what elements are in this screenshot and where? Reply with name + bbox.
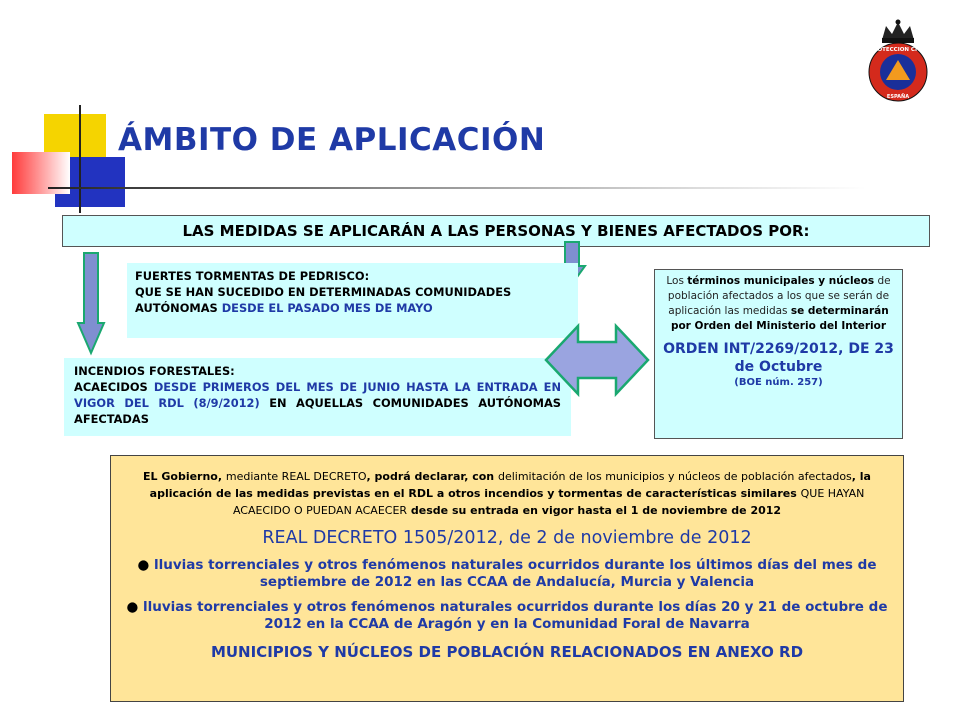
measures-header: LAS MEDIDAS SE APLICARÁN A LAS PERSONAS Y BIENES AFECTADOS POR: xyxy=(62,215,930,247)
slide-title: ÁMBITO DE APLICACIÓN xyxy=(118,122,546,158)
forest-fires-box xyxy=(64,358,571,436)
emblem-sublabel: ESPAÑA xyxy=(886,94,910,100)
bullet-dot-icon: ● xyxy=(137,557,150,573)
fires-description: ACAECIDOS DESDE PRIMEROS DEL MES DE JUNIO HASTA LA ENTRADA EN VIGOR DEL RDL (8/9/2012) EN AQUELLAS COMUNIDADES AUTÓNOMAS AFECTADAS xyxy=(74,380,561,426)
emblem-label: PROTECCION CIVIL xyxy=(869,47,927,53)
decor-horizontal-line xyxy=(48,187,866,189)
annex-note: MUNICIPIOS Y NÚCLEOS DE POBLACIÓN RELACIONADOS EN ANEXO RD xyxy=(210,643,804,661)
double-arrow-icon xyxy=(544,324,650,396)
bullet-dot-icon: ● xyxy=(126,599,139,615)
interior-description: Los términos municipales y núcleos de población afectados a los que se serán de aplicación las medidas se determinarán por Orden del Ministerio del Interior xyxy=(666,275,891,332)
boe-reference: (BOE núm. 257) xyxy=(734,377,823,388)
decree-bullet-1: ● lluvias torrenciales y otros fenómenos naturales ocurridos durante los últimos días del mes de septiembre de 2012 en las CCAA de Andalucía, Murcia y Valencia xyxy=(137,557,877,590)
hail-storms-box xyxy=(127,263,578,338)
order-reference: ORDEN INT/2269/2012, DE 23 de Octubre xyxy=(663,341,894,375)
decree-title: REAL DECRETO 1505/2012, de 2 de noviembre de 2012 xyxy=(262,528,752,548)
interior-ministry-box xyxy=(654,269,903,439)
decor-vertical-line xyxy=(79,105,81,213)
decree-intro: EL Gobierno, mediante REAL DECRETO, podrá declarar, con delimitación de los municipios y núcleos de población afectados, la aplicación de las medidas previstas en el RDL a otros incendios y tormentas de características similares QUE HAYAN ACAECIDO O PUEDAN ACAECER desde su entrada en vigor hasta el 1 de noviembre de 2012 xyxy=(143,470,871,517)
arrow-down-left-icon xyxy=(78,253,104,353)
hail-heading: FUERTES TORMENTAS DE PEDRISCO: xyxy=(135,269,370,283)
proteccion-civil-emblem-icon xyxy=(864,18,932,102)
decree-bullet-2: ● lluvias torrenciales y otros fenómenos naturales ocurridos durante los días 20 y 21 de octubre de 2012 en la CCAA de Aragón y en la Comunidad Foral de Navarra xyxy=(126,599,888,632)
fires-heading: INCENDIOS FORESTALES: xyxy=(74,364,235,378)
royal-decree-box xyxy=(110,455,904,702)
hail-description: QUE SE HAN SUCEDIDO EN DETERMINADAS COMUNIDADES AUTÓNOMAS DESDE EL PASADO MES DE MAYO xyxy=(135,285,512,315)
